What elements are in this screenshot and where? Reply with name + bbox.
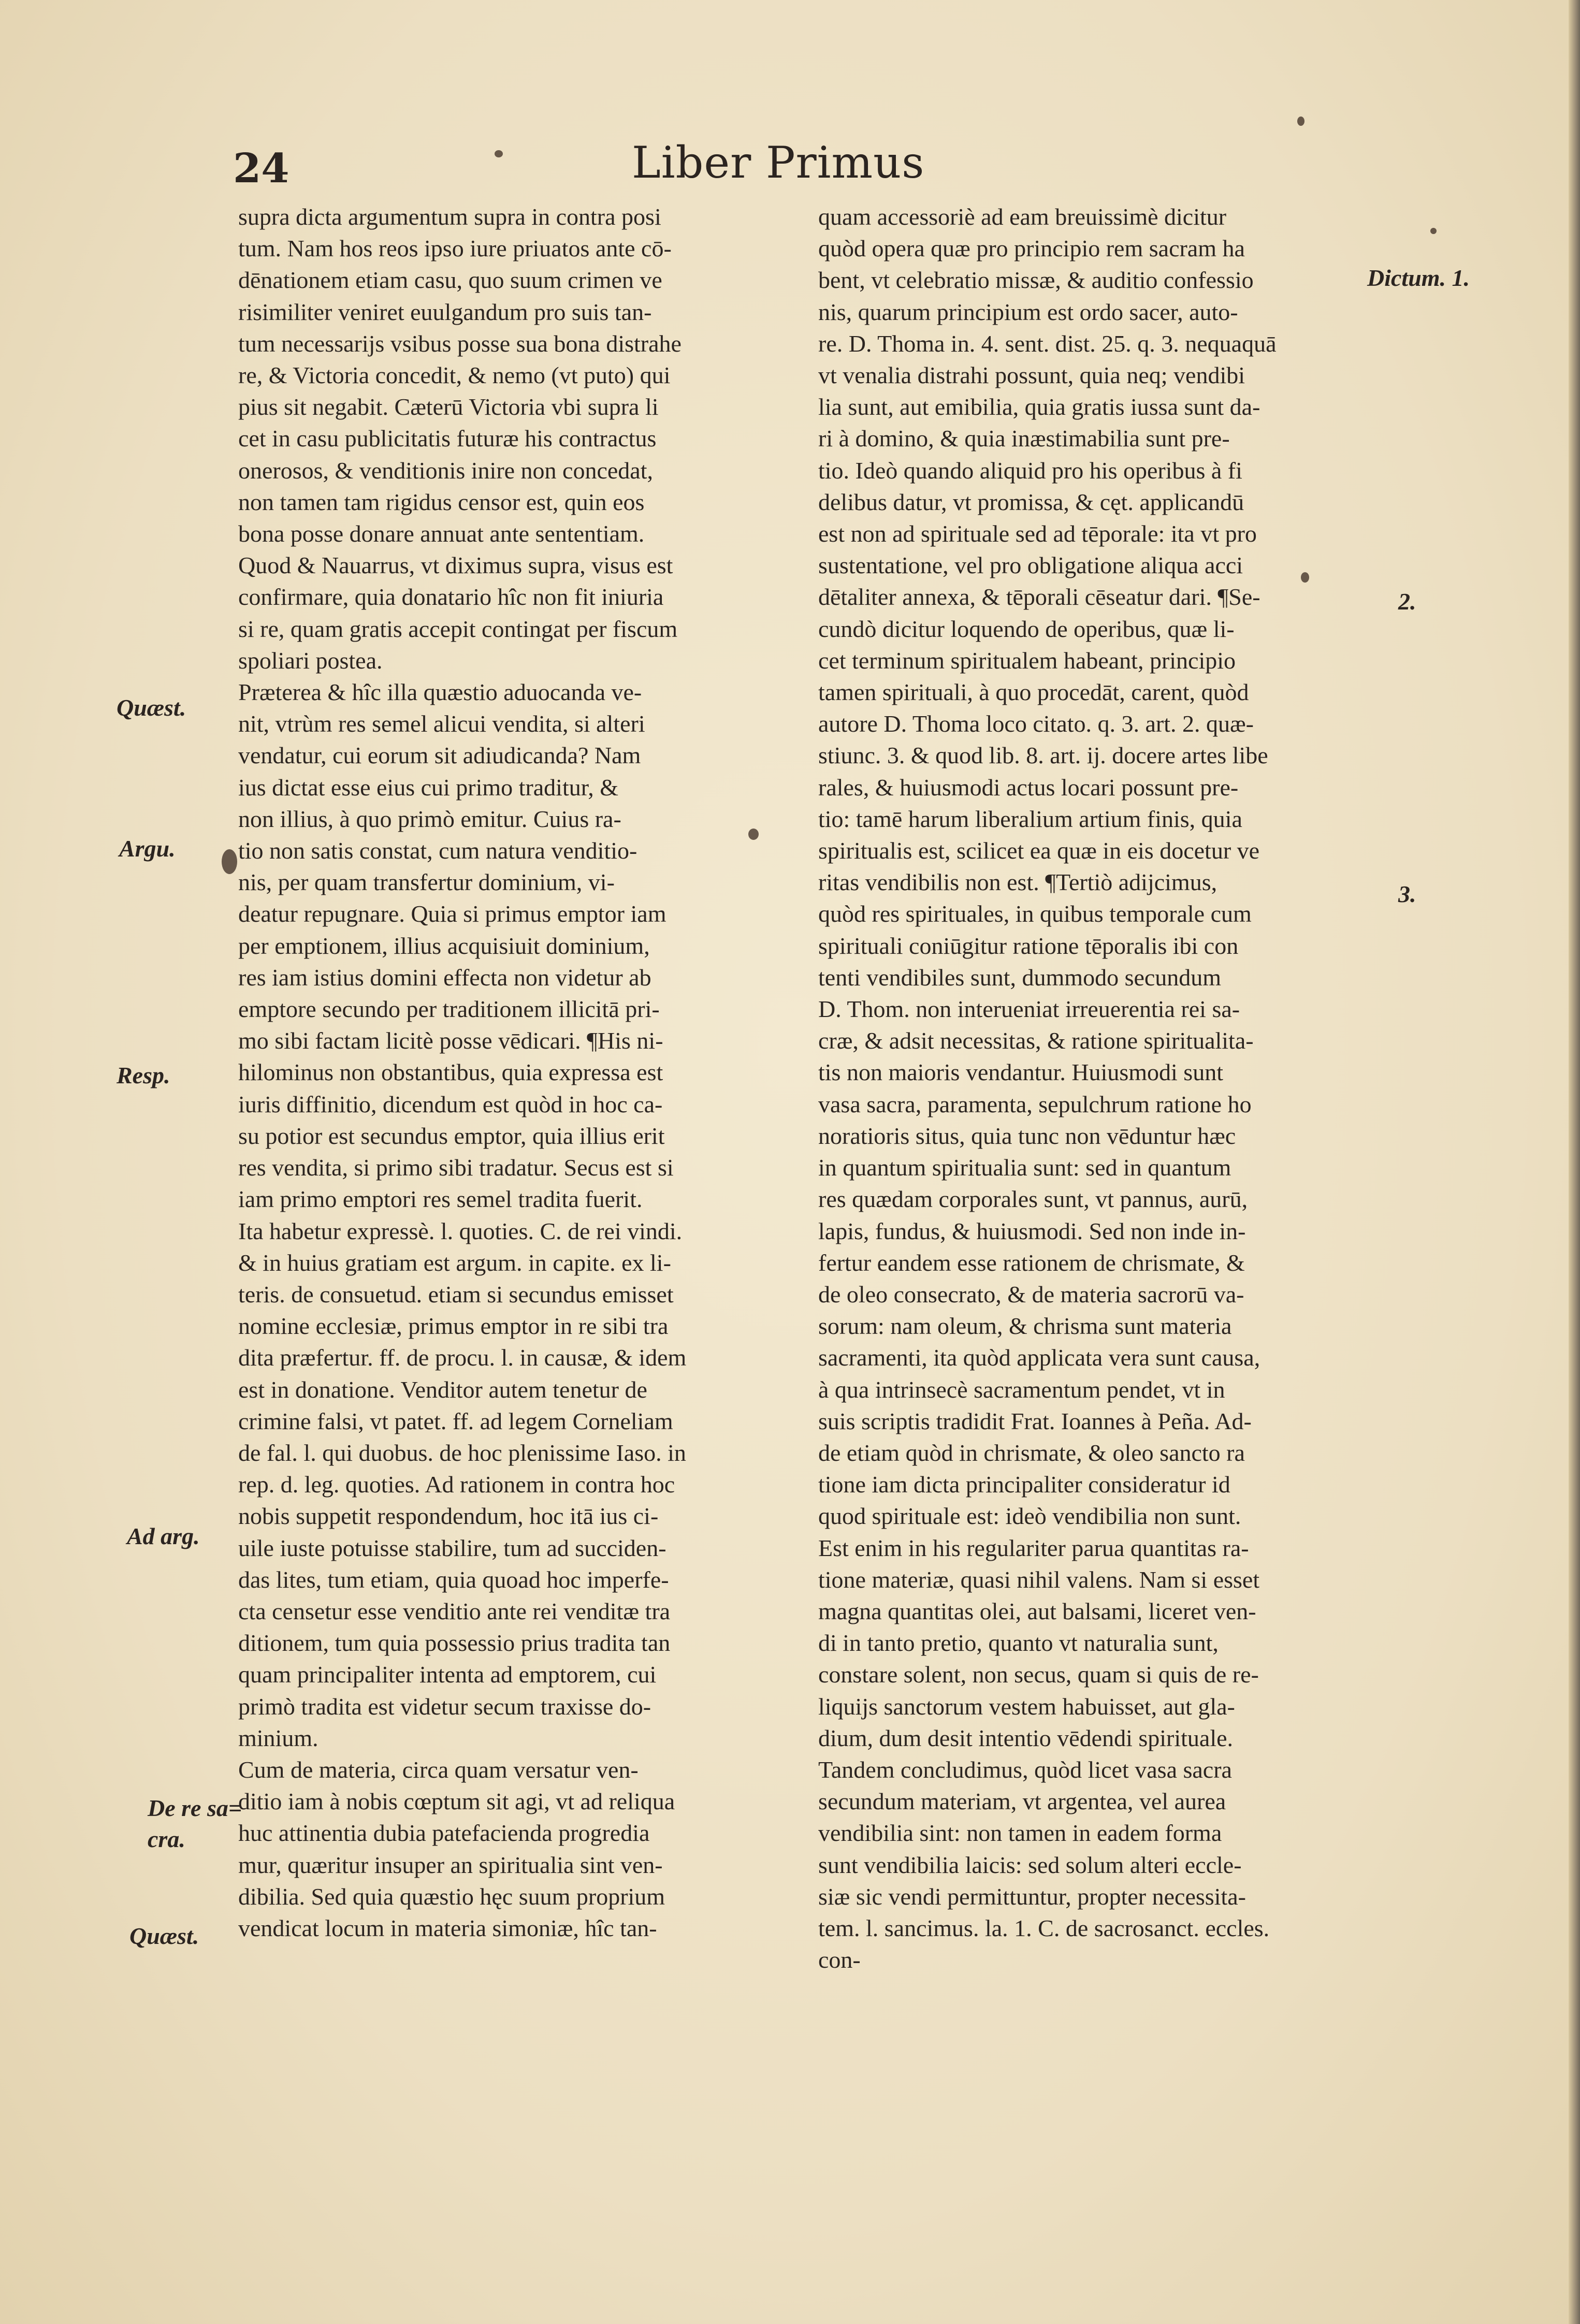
text-line: cet in casu publicitatis futuræ his contractus	[238, 425, 657, 452]
text-line: ditio iam à nobis cœptum sit agi, vt ad reliqua	[238, 1788, 675, 1815]
text-line: Cum de materia, circa quam versatur ven-	[238, 1756, 639, 1783]
text-line: sunt vendibilia laicis: sed solum alteri eccle-	[818, 1851, 1242, 1878]
text-line: tio non satis constat, cum natura venditio-	[238, 837, 637, 864]
text-line: quòd opera quæ pro principio rem sacram ha	[818, 235, 1245, 262]
text-line: vasa sacra, paramenta, sepulchrum ratione ho	[818, 1091, 1252, 1117]
ink-blot	[1297, 117, 1304, 126]
text-line: crimine falsi, vt patet. ff. ad legem Corneliam	[238, 1407, 673, 1434]
text-line: magna quantitas olei, aut balsami, liceret ven-	[818, 1597, 1256, 1624]
ink-blot	[1430, 228, 1437, 234]
text-line: lapis, fundus, & huiusmodi. Sed non inde in-	[818, 1217, 1246, 1244]
text-line: nit, vtrùm res semel alicui vendita, si alteri	[238, 710, 645, 737]
page-number: 24	[233, 145, 289, 192]
text-line: tamen spirituali, à quo procedāt, carent, quòd	[818, 679, 1249, 706]
text-line: di in tanto pretio, quanto vt naturalia sunt,	[818, 1630, 1219, 1657]
margin-note-ad-arg: Ad arg.	[127, 1523, 200, 1549]
text-line: res vendita, si primo sibi tradatur. Secus est si	[238, 1154, 674, 1181]
text-line: tis non maioris vendantur. Huiusmodi sunt	[818, 1059, 1223, 1086]
text-line: est non ad spirituale sed ad tēporale: ita vt pro	[818, 520, 1257, 547]
text-line: dium, dum desit intentio vēdendi spirituale.	[818, 1724, 1234, 1751]
text-line: risimiliter veniret euulgandum pro suis tan-	[238, 298, 652, 325]
margin-note-de-re-sacra-1: De re sa=	[148, 1795, 242, 1821]
text-line: supra dicta argumentum supra in contra posi	[238, 204, 661, 230]
text-line: dita præfertur. ff. de procu. l. in causæ, & idem	[238, 1344, 687, 1371]
left-text-column	[238, 201, 798, 1944]
text-line: sorum: nam oleum, & chrisma sunt materia	[818, 1313, 1232, 1340]
text-line: ritas vendibilis non est. ¶Tertiò adijcimus,	[818, 869, 1217, 896]
text-line: res quædam corporales sunt, vt pannus, aurū,	[818, 1186, 1248, 1213]
text-line: & in huius gratiam est argum. in capite. ex li-	[238, 1249, 671, 1276]
text-line: iuris diffinitio, dicendum est quòd in hoc ca-	[238, 1091, 663, 1117]
text-line: minium.	[238, 1724, 318, 1751]
text-line: constare solent, non secus, quam si quis de re-	[818, 1661, 1259, 1688]
text-line: das lites, tum etiam, quia quoad hoc imperfe-	[238, 1566, 669, 1593]
text-line: lia sunt, aut emibilia, quia gratis iussa sunt da-	[818, 394, 1260, 420]
text-line: ri à domino, & quia inæstimabilia sunt pre-	[818, 425, 1230, 452]
text-line: de fal. l. qui duobus. de hoc plenissime Iaso. in	[238, 1439, 686, 1466]
text-line: confirmare, quia donatario hîc non fit iniuria	[238, 584, 664, 611]
text-line: Quod & Nauarrus, vt diximus supra, visus est	[238, 552, 673, 579]
text-line: bent, vt celebratio missæ, & auditio confessio	[818, 267, 1254, 294]
margin-note-resp: Resp.	[117, 1062, 170, 1088]
text-line: ditionem, tum quia possessio prius tradita tan	[238, 1630, 671, 1657]
text-line: in quantum spiritualia sunt: sed in quantum	[818, 1154, 1231, 1181]
text-line: re, & Victoria concedit, & nemo (vt puto) qui	[238, 362, 671, 389]
text-line: si re, quam gratis accepit contingat per fiscum	[238, 615, 678, 642]
text-line: D. Thom. non interueniat irreuerentia rei sa-	[818, 996, 1240, 1023]
text-line: de etiam quòd in chrismate, & oleo sancto ra	[818, 1439, 1245, 1466]
text-line: autore D. Thoma loco citato. q. 3. art. 2. quæ-	[818, 710, 1254, 737]
text-line: sacramenti, ita quòd applicata vera sunt causa,	[818, 1344, 1260, 1371]
text-line: re. D. Thoma in. 4. sent. dist. 25. q. 3. nequaquā	[818, 330, 1277, 357]
margin-note-de-re-sacra-2: cra.	[148, 1826, 185, 1852]
margin-note-3: 3.	[1398, 881, 1416, 907]
text-line: suis scriptis tradidit Frat. Ioannes à Peña. Ad-	[818, 1407, 1252, 1434]
text-line: rales, & huiusmodi actus locari possunt pre-	[818, 774, 1239, 801]
text-line: mo sibi factam licitè posse vēdicari. ¶His ni-	[238, 1027, 663, 1054]
text-line: con-	[818, 1947, 861, 1973]
text-line: spirituali coniūgitur ratione tēporalis ibi con	[818, 932, 1239, 959]
text-line: pius sit negabit. Cæterū Victoria vbi supra li	[238, 394, 659, 420]
text-line: sustentatione, vel pro obligatione aliqua acci	[818, 552, 1243, 579]
margin-note-quaest: Quæst.	[117, 694, 186, 721]
ink-blot	[495, 150, 503, 157]
running-head: Liber Primus	[632, 137, 925, 188]
text-line: quòd res spirituales, in quibus temporale cum	[818, 900, 1252, 927]
text-line: stiunc. 3. & quod lib. 8. art. ij. docere artes libe	[818, 742, 1268, 769]
text-line: dēnationem etiam casu, quo suum crimen ve	[238, 267, 662, 294]
text-line: non illius, à quo primò emitur. Cuius ra-	[238, 805, 621, 832]
text-line: cræ, & adsit necessitas, & ratione spiritualita-	[818, 1027, 1254, 1054]
text-line: onerosos, & venditionis inire non concedat,	[238, 457, 654, 484]
text-line: delibus datur, vt promissa, & cęt. applicandū	[818, 488, 1244, 515]
text-line: tum necessarijs vsibus posse sua bona distrahe	[238, 330, 682, 357]
text-line: uile iuste potuisse stabilire, tum ad succiden-	[238, 1534, 666, 1561]
text-line: est in donatione. Venditor autem tenetur de	[238, 1376, 647, 1403]
text-line: quam principaliter intenta ad emptorem, cui	[238, 1661, 657, 1688]
text-line: vendicat locum in materia simoniæ, hîc tan-	[238, 1914, 657, 1941]
text-line: nis, per quam transfertur dominium, vi-	[238, 869, 615, 896]
text-line: res iam istius domini effecta non videtur ab	[238, 964, 651, 991]
text-line: quam accessoriè ad eam breuissimè dicitur	[818, 204, 1227, 230]
text-line: bona posse donare annuat ante sententiam.	[238, 520, 645, 547]
text-line: iam primo emptori res semel tradita fuerit.	[238, 1186, 643, 1213]
text-line: tenti vendibiles sunt, dummodo secundum	[818, 964, 1222, 991]
text-line: spiritualis est, scilicet ea quæ in eis docetur ve	[818, 837, 1260, 864]
text-line: tem. l. sancimus. la. 1. C. de sacrosanct. eccles.	[818, 1914, 1270, 1941]
text-line: noratioris situs, quia tunc non vēduntur hæc	[818, 1122, 1236, 1149]
text-line: à qua intrinsecè sacramentum pendet, vt in	[818, 1376, 1225, 1403]
text-line: dibilia. Sed quia quæstio hęc suum proprium	[238, 1883, 665, 1910]
text-line: per emptionem, illius acquisiuit dominium,	[238, 932, 650, 959]
text-line: cet terminum spiritualem habeant, principio	[818, 647, 1236, 674]
text-line: hilominus non obstantibus, quia expressa est	[238, 1059, 663, 1086]
text-line: primò tradita est videtur secum traxisse do-	[238, 1693, 651, 1720]
text-line: emptore secundo per traditionem illicitā pri-	[238, 996, 660, 1023]
margin-note-quaest-2: Quæst.	[129, 1923, 199, 1949]
text-line: Tandem concludimus, quòd licet vasa sacra	[818, 1756, 1232, 1783]
text-line: deatur repugnare. Quia si primus emptor iam	[238, 900, 666, 927]
text-line: Est enim in his regulariter parua quantitas ra-	[818, 1534, 1249, 1561]
text-line: quod spirituale est: ideò vendibilia non sunt.	[818, 1503, 1241, 1530]
text-line: Præterea & hîc illa quæstio aduocanda ve-	[238, 679, 642, 706]
text-line: vt venalia distrahi possunt, quia neq; vendibi	[818, 362, 1245, 389]
text-line: spoliari postea.	[238, 647, 383, 674]
text-line: huc attinentia dubia patefacienda progredia	[238, 1820, 650, 1847]
text-line: vendibilia sint: non tamen in eadem forma	[818, 1820, 1222, 1847]
text-line: vendatur, cui eorum sit adiudicanda? Nam	[238, 742, 641, 769]
text-line: dētaliter annexa, & tēporali cēseatur dari. ¶Se-	[818, 584, 1260, 611]
text-line: rep. d. leg. quoties. Ad rationem in contra hoc	[238, 1471, 675, 1498]
text-line: Ita habetur expressè. l. quoties. C. de rei vindi.	[238, 1217, 683, 1244]
text-line: fertur eandem esse rationem de chrismate, &	[818, 1249, 1245, 1276]
text-line: nomine ecclesiæ, primus emptor in re sibi tra	[238, 1313, 669, 1340]
text-line: cundò dicitur loquendo de operibus, quæ li-	[818, 615, 1235, 642]
margin-note-dictum: Dictum. 1.	[1367, 265, 1470, 291]
ink-blot	[222, 849, 237, 874]
text-line: siæ sic vendi permittuntur, propter necessita-	[818, 1883, 1246, 1910]
text-line: ius dictat esse eius cui primo traditur, &	[238, 774, 619, 801]
text-line: nobis suppetit respondendum, hoc itā ius ci-	[238, 1503, 659, 1530]
text-line: non tamen tam rigidus censor est, quin eos	[238, 488, 645, 515]
text-line: nis, quarum principium est ordo sacer, auto-	[818, 298, 1238, 325]
text-line: tum. Nam hos reos ipso iure priuatos ante cō-	[238, 235, 672, 262]
margin-note-2: 2.	[1398, 588, 1416, 615]
text-line: teris. de consuetud. etiam si secundus emisset	[238, 1281, 674, 1308]
margin-note-argu: Argu.	[119, 835, 176, 862]
text-line: liquijs sanctorum vestem habuisset, aut gla-	[818, 1693, 1235, 1720]
text-line: de oleo consecrato, & de materia sacrorū va-	[818, 1281, 1244, 1308]
right-text-column	[818, 201, 1372, 1976]
text-line: tione materiæ, quasi nihil valens. Nam si esset	[818, 1566, 1260, 1593]
text-line: tione iam dicta principaliter consideratur id	[818, 1471, 1230, 1498]
text-line: tio: tamē harum liberalium artium finis, quia	[818, 805, 1242, 832]
text-line: cta censetur esse venditio ante rei venditæ tra	[238, 1597, 671, 1624]
text-line: tio. Ideò quando aliquid pro his operibus à fi	[818, 457, 1242, 484]
page-gutter-edge	[1569, 0, 1580, 2324]
text-line: mur, quæritur insuper an spiritualia sint ven-	[238, 1851, 663, 1878]
text-line: su potior est secundus emptor, quia illius erit	[238, 1122, 665, 1149]
text-line: secundum materiam, vt argentea, vel aurea	[818, 1788, 1226, 1815]
